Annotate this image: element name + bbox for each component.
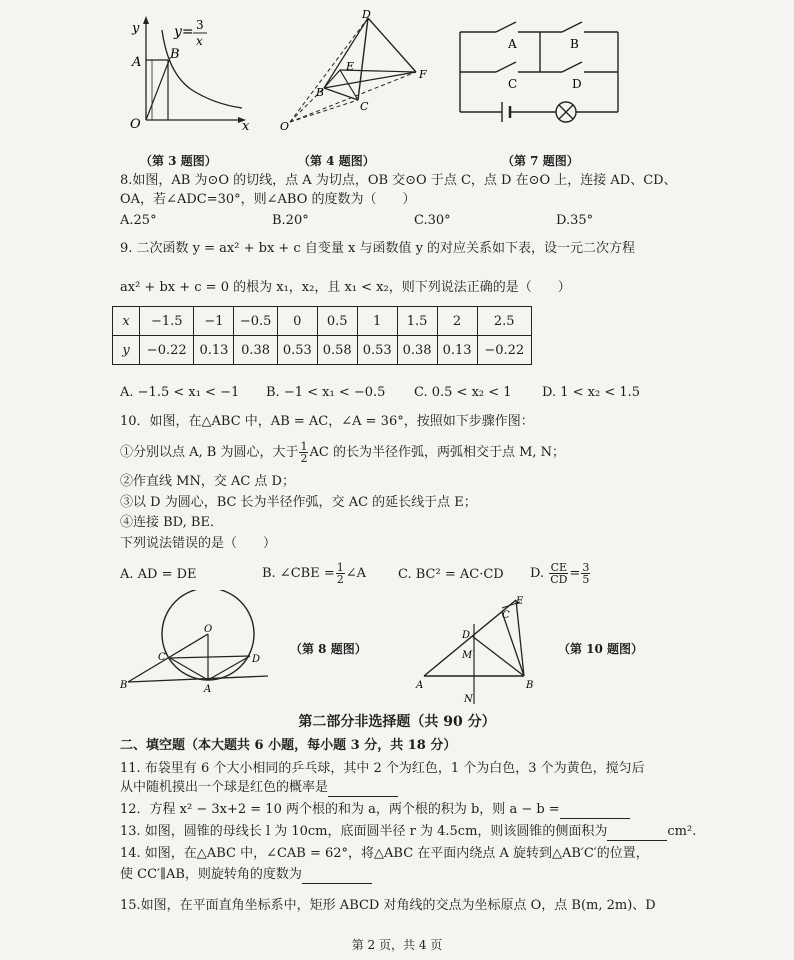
fig8-caption: （第 8 题图）: [290, 642, 367, 656]
q9-x-cell: −1: [194, 307, 234, 336]
page-footer: 第 2 页，共 4 页: [351, 938, 443, 952]
q11-line-1: 11. 布袋里有 6 个大小相同的乒乓球，其中 2 个为红色，1 个为白色，3 个为黄色，搅匀后: [120, 761, 645, 776]
q10-option-b-pre: B. ∠CBE =: [262, 566, 335, 581]
q9-x-cell: 1: [357, 307, 397, 336]
fig3-label-x: x: [242, 119, 250, 132]
q9-option-b: B. −1 < x₁ < −0.5: [266, 385, 386, 400]
q9-y-cell: 0.53: [357, 336, 397, 365]
q10-line-1: 10．如图，在△ABC 中，AB = AC，∠A = 36°，按照如下步骤作图：: [120, 414, 534, 429]
q9-y-cell: 0.13: [437, 336, 477, 365]
fig4-caption: （第 4 题图）: [298, 154, 375, 168]
q11-line-2-text: 从中随机摸出一个球是红色的概率是: [120, 780, 329, 795]
q9-y-cell: 0.13: [194, 336, 234, 365]
q14-line-2: [120, 867, 372, 884]
fig8-label-o: O: [204, 624, 213, 635]
q9-y-cell: −0.22: [140, 336, 194, 365]
q10-step-1-fraction: [299, 441, 308, 464]
fig8-label-d: D: [252, 654, 261, 665]
q9-option-c: C. 0.5 < x₂ < 1: [414, 385, 512, 400]
fig3-label-y: y: [132, 21, 140, 36]
q10-option-a: A. AD = DE: [120, 567, 197, 582]
q10-option-d-denominator-2: 5: [582, 573, 590, 586]
q10-step-1: [120, 440, 565, 466]
q9-y-cell: 0.58: [317, 336, 357, 365]
q10-option-d-fraction-1: [549, 562, 568, 585]
fig10-label-b: B: [526, 680, 534, 691]
q8-option-a: A.25°: [120, 213, 157, 228]
fig8-label-c: C: [158, 652, 166, 663]
fig4-label-b: B: [316, 86, 325, 99]
q9-x-cell: 0: [277, 307, 317, 336]
fig4-label-f: F: [419, 68, 427, 81]
q10-prompt: 下列说法错误的是（ ）: [120, 536, 277, 551]
q9-y-cell: 0.53: [277, 336, 317, 365]
q15-line-1: 15.如图，在平面直角坐标系中，矩形 ABCD 对角线的交点为坐标原点 O，点 B(m, 2m)、D: [120, 898, 656, 913]
q10-step-4: ④连接 BD, BE．: [120, 515, 223, 530]
q10-step-1-denominator: 2: [300, 452, 308, 465]
q9-x-cell: 0.5: [317, 307, 357, 336]
q9-table-row-x: [113, 307, 532, 336]
q8-line-1: 8.如图，AB 为⊙O 的切线，点 A 为切点，OB 交⊙O 于点 C，点 D 在⊙O 上，连接 AD、CD、: [120, 173, 677, 188]
q9-line-2: ax² + bx + c = 0 的根为 x₁，x₂，且 x₁ < x₂，则下列说法正确的是（ ）: [120, 280, 571, 295]
fig3-caption: （第 3 题图）: [140, 154, 217, 168]
q13-text: 13. 如图，圆锥的母线长 l 为 10cm，底面圆半径 r 为 4.5cm，则该圆锥的侧面积为: [120, 824, 608, 839]
fig10-label-c: C: [502, 610, 510, 621]
fig3-function-label: y=: [174, 24, 194, 40]
q10-option-d: [530, 560, 591, 588]
fig8-label-b: B: [120, 680, 128, 691]
q9-x-cell: 2: [437, 307, 477, 336]
q9-value-table: [112, 306, 532, 365]
fig10-label-e: E: [516, 596, 524, 607]
fig4-label-d: D: [362, 10, 371, 21]
q9-x-header: x: [113, 307, 140, 336]
q9-line-1: 9. 二次函数 y = ax² + bx + c 自变量 x 与函数值 y 的对应关系如下表，设一元二次方程: [120, 241, 636, 256]
q8-option-d: D.35°: [556, 213, 594, 228]
fill-in-section-heading: 二、填空题（本大题共 6 小题，每小题 3 分，共 18 分）: [120, 738, 457, 753]
figure-8-diagram: [118, 590, 278, 700]
q8-option-b: B.20°: [272, 213, 309, 228]
figure-4-diagram: [278, 10, 438, 135]
fig7-label-d: D: [572, 77, 582, 91]
fig8-label-a: A: [204, 684, 212, 695]
q8-option-c: C.30°: [414, 213, 451, 228]
q14-line-2-text: 使 CC′∥AB，则旋转角的度数为: [120, 867, 302, 882]
part-2-title: 第二部分非选择题（共 90 分）: [298, 714, 496, 730]
fig4-label-e: E: [346, 60, 355, 73]
fig10-label-a: A: [416, 680, 424, 691]
q10-option-b-fraction: [336, 562, 345, 585]
q10-option-b-denominator: 2: [336, 573, 344, 586]
q10-option-b-post: ∠A: [345, 566, 367, 581]
q11-answer-blank[interactable]: [328, 780, 398, 797]
q9-table-row-y: [113, 336, 532, 365]
q12-answer-blank[interactable]: [560, 802, 630, 819]
figure-7-circuit: [452, 20, 627, 128]
q9-x-cell: −1.5: [140, 307, 194, 336]
q14-answer-blank[interactable]: [302, 867, 372, 884]
fig7-caption: （第 7 题图）: [502, 154, 579, 168]
q12-text: 12．方程 x² − 3x+2 = 10 两个根的和为 a，两个根的积为 b，则 a − b =: [120, 802, 560, 817]
q8-line-2: OA，若∠ADC=30°，则∠ABO 的度数为（ ）: [120, 192, 416, 207]
q10-option-d-denominator-1: CD: [550, 573, 568, 586]
q12: [120, 802, 630, 819]
q10-option-d-equals: =: [569, 566, 581, 581]
q10-option-d-numerator-2: 3: [582, 561, 590, 574]
q9-x-cell: 1.5: [397, 307, 437, 336]
q9-y-cell: −0.22: [477, 336, 531, 365]
q10-option-b: [262, 560, 366, 588]
q13-answer-blank[interactable]: [607, 824, 667, 841]
fig4-label-o: O: [280, 120, 290, 133]
fig3-label-a: A: [132, 55, 142, 70]
fig3-label-o: O: [130, 117, 141, 132]
q10-option-d-fraction-2: [581, 562, 590, 585]
q13-unit: cm².: [667, 824, 697, 839]
fig7-label-a: A: [508, 37, 517, 51]
fig10-caption: （第 10 题图）: [558, 642, 644, 656]
q14-line-1: 14. 如图，在△ABC 中，∠CAB = 62°，将△ABC 在平面内绕点 A 旋转到△AB′C′的位置，: [120, 846, 649, 861]
figure-3-graph: [118, 12, 258, 132]
fig3-label-b: B: [170, 47, 180, 62]
fig4-label-c: C: [360, 100, 369, 113]
q10-option-b-numerator: 1: [336, 561, 344, 574]
fig3-function-denominator: x: [196, 34, 203, 48]
q10-step-3: ③以 D 为圆心，BC 长为半径作弧，交 AC 的延长线于点 E；: [120, 495, 477, 510]
q9-y-header: y: [113, 336, 140, 365]
q11-line-2: [120, 780, 398, 797]
figure-10-diagram: [414, 594, 544, 706]
q10-step-1-numerator: 1: [300, 440, 308, 453]
fig10-label-d: D: [462, 630, 471, 641]
fig7-label-c: C: [508, 77, 518, 91]
fig7-label-b: B: [570, 37, 579, 51]
q9-x-cell: −0.5: [234, 307, 277, 336]
q9-y-cell: 0.38: [234, 336, 277, 365]
q10-option-d-numerator-1: CE: [550, 561, 568, 574]
q10-step-2: ②作直线 MN，交 AC 点 D；: [120, 474, 295, 489]
q10-step-1-pre: ①分别以点 A, B 为圆心，大于: [120, 445, 299, 460]
fig10-label-m: M: [462, 650, 473, 661]
fig3-function-numerator: 3: [196, 18, 204, 32]
q9-option-d: D. 1 < x₂ < 1.5: [542, 385, 641, 400]
q10-step-1-post: AC 的长为半径作弧，两弧相交于点 M, N；: [309, 445, 566, 460]
fig10-label-n: N: [464, 694, 473, 705]
q9-y-cell: 0.38: [397, 336, 437, 365]
q10-option-d-pre: D.: [530, 566, 545, 581]
q9-option-a: A. −1.5 < x₁ < −1: [120, 385, 240, 400]
q13: [120, 824, 696, 841]
q10-option-c: C. BC² = AC·CD: [398, 567, 504, 582]
q9-x-cell: 2.5: [477, 307, 531, 336]
